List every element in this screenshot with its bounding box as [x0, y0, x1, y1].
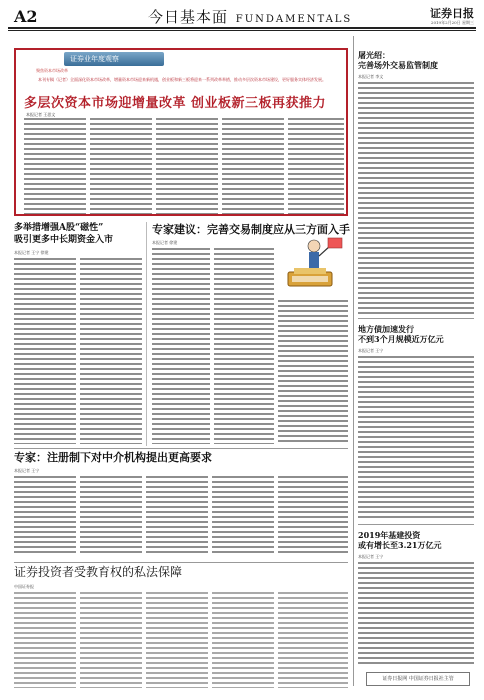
trading-column-3	[278, 300, 348, 444]
lead-column-3	[156, 118, 218, 214]
section-title-cn: 今日基本面	[148, 8, 229, 26]
investor-edu-column-5	[278, 592, 348, 688]
right-article-2-body	[358, 356, 474, 520]
investor-edu-column-4	[212, 592, 274, 688]
lead-headline: 多层次资本市场迎增量改革 创业板新三板再获推力	[24, 96, 327, 111]
right-article-2-byline: 本报记者 王宁	[358, 348, 384, 353]
footer-ad-box: 证券日报网 中国证券日报社主管	[366, 672, 470, 686]
trading-column-1	[152, 248, 210, 444]
lead-kicker: 本刊专稿（记者）全面深化资本市场改革，增量资本市场迎来新机遇，创业板和新三板将迎来一系列改革举措，推动多层次资本市场建设，更好服务实体经济发展。	[38, 77, 326, 82]
investor-edu-column-2	[80, 592, 142, 688]
lead-column-2	[90, 118, 152, 214]
intermediary-column-5	[278, 476, 348, 556]
right-article-1-title: 屠光绍： 完善场外交易监管制度	[358, 50, 438, 70]
trading-headline: 专家建议：完善交易制度应从三方面入手	[152, 223, 350, 236]
right-article-1-byline: 本报记者 李文	[358, 74, 384, 79]
right-article-3-byline: 本报记者 王宁	[358, 554, 384, 559]
header-rule-thin	[8, 30, 476, 31]
a-share-byline: 本报记者 王宁 徐建	[14, 250, 49, 255]
trading-byline: 本报记者 徐建	[152, 240, 178, 245]
investor-edu-column-3	[146, 592, 208, 688]
a-share-column-1	[14, 258, 76, 444]
page-number: A2	[14, 7, 38, 26]
mid-column-rule	[146, 222, 147, 446]
intermediary-column-4	[212, 476, 274, 556]
lead-byline: 本报记者 王思文	[26, 112, 56, 117]
section-divider-1	[14, 448, 348, 449]
lead-article	[14, 48, 348, 216]
cartoon-illustration	[280, 232, 350, 296]
right-article-3-body	[358, 562, 474, 666]
lead-subtitle: 聚焦资本市场改革	[36, 68, 68, 73]
right-article-1-body	[358, 82, 474, 314]
section-title	[148, 6, 352, 27]
header-rule	[8, 27, 476, 29]
paper-date: 2019年2月20日 星期三	[430, 20, 474, 25]
lead-column-5	[288, 118, 344, 214]
intermediary-column-3	[146, 476, 208, 556]
paper-name: 证券日报	[430, 7, 474, 20]
intermediary-column-2	[80, 476, 142, 556]
section-divider-2	[14, 562, 348, 563]
investor-edu-byline: 中国证券报	[14, 584, 34, 589]
intermediary-byline: 本报记者 王宁	[14, 468, 40, 473]
intermediary-headline: 专家：注册制下对中介机构提出更高要求	[14, 451, 212, 464]
a-share-column-2	[80, 258, 142, 444]
page-header	[0, 0, 484, 38]
lead-tag: 证券业年度观察	[64, 52, 164, 66]
investor-edu-headline: 证券投资者受教育权的私法保障	[14, 565, 183, 579]
right-divider-2	[358, 524, 474, 525]
a-share-headline: 多举措增强A股“磁性” 吸引更多中长期资金入市	[14, 223, 114, 245]
right-column-rule	[353, 36, 354, 686]
right-article-2-title: 地方债加速发行 不到3个月规模近万亿元	[358, 324, 444, 344]
lead-column-1	[24, 118, 86, 214]
section-title-en: FUNDAMENTALS	[235, 14, 353, 25]
investor-edu-column-1	[14, 592, 76, 688]
intermediary-column-1	[14, 476, 76, 556]
right-divider-1	[358, 318, 474, 319]
trading-column-2	[214, 248, 274, 444]
right-article-3-title: 2019年基建投资 或有增长至3.21万亿元	[358, 530, 442, 550]
lead-column-4	[222, 118, 284, 214]
